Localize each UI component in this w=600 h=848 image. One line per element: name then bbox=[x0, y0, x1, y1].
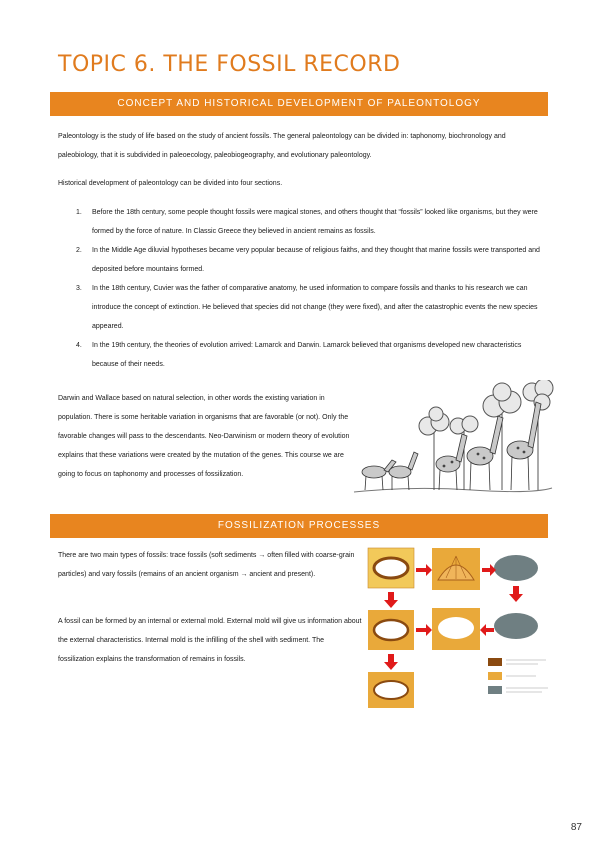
list-item-text: In the 18th century, Cuvier was the father of comparative anatomy, he used information to compare fossils and thanks to his research we can introduce the concept of extinction. He believed that species did not change (they were fixed), and after the catastrophic events the new species appeared. bbox=[92, 285, 538, 330]
intro-paragraph: Paleontology is the study of life based on the study of ancient fossils. The general paleontology can be divided in: taphonomy, biochronology and paleobiology, that it is subdivided in paleoecology, paleobiogeography, and evolutionary paleontology. bbox=[58, 133, 506, 159]
list-number: 4. bbox=[76, 342, 82, 349]
list-item-text: Before the 18th century, some people thought fossils were magical stones, and others thought that “fossils” looked like organisms, but they were formed by the force of nature. In Classic Greece they believed in ancient remains as fossils. bbox=[92, 209, 538, 235]
section-heading-paleontology: CONCEPT AND HISTORICAL DEVELOPMENT OF PALEONTOLOGY bbox=[50, 92, 548, 116]
giraffe-evolution-illustration bbox=[352, 380, 554, 500]
section-heading-fossilization: FOSSILIZATION PROCESSES bbox=[50, 514, 548, 538]
list-number: 1. bbox=[76, 209, 82, 216]
fossilization-diagram bbox=[366, 546, 552, 710]
list-item-text: In the Middle Age diluvial hypotheses became very popular because of religious faiths, and they thought that marine fossils were transported and deposited before mountains formed. bbox=[92, 247, 540, 273]
page-title: TOPIC 6. THE FOSSIL RECORD bbox=[58, 52, 401, 77]
list-item bbox=[58, 203, 542, 241]
mold-paragraph: A fossil can be formed by an internal or external mold. External mold will give us information about the external characteristics. Internal mold is the infilling of the shell with sediment. The fossilization explains the transformation of remains in fossils. bbox=[58, 618, 362, 663]
list-item-text: In the 19th century, the theories of evolution arrived: Lamarck and Darwin. Lamarck believed that organisms developed new characteristics because of their needs. bbox=[92, 342, 522, 368]
list-item bbox=[58, 336, 542, 374]
history-intro-paragraph: Historical development of paleontology can be divided into four sections. bbox=[58, 180, 283, 187]
page-number: 87 bbox=[570, 822, 582, 833]
list-item bbox=[58, 241, 542, 279]
list-item bbox=[58, 279, 542, 336]
darwin-paragraph: Darwin and Wallace based on natural selection, in other words the existing variation in population. There is some heritable variation in organisms that are favorable (or not). Only the favorable changes will pass to the descendants. Neo-Darwinism or modern theory of evolution explains that these variations were created by the mutation of the genes. This course we are going to focus on taphonomy and processes of fossilization. bbox=[58, 395, 350, 478]
history-list bbox=[58, 203, 542, 374]
fossil-types-paragraph: There are two main types of fossils: trace fossils (soft sediments → often filled with coarse-grain particles) and vary fossils (remains of an ancient organism → ancient and present). bbox=[58, 552, 355, 578]
list-number: 3. bbox=[76, 285, 82, 292]
list-number: 2. bbox=[76, 247, 82, 254]
